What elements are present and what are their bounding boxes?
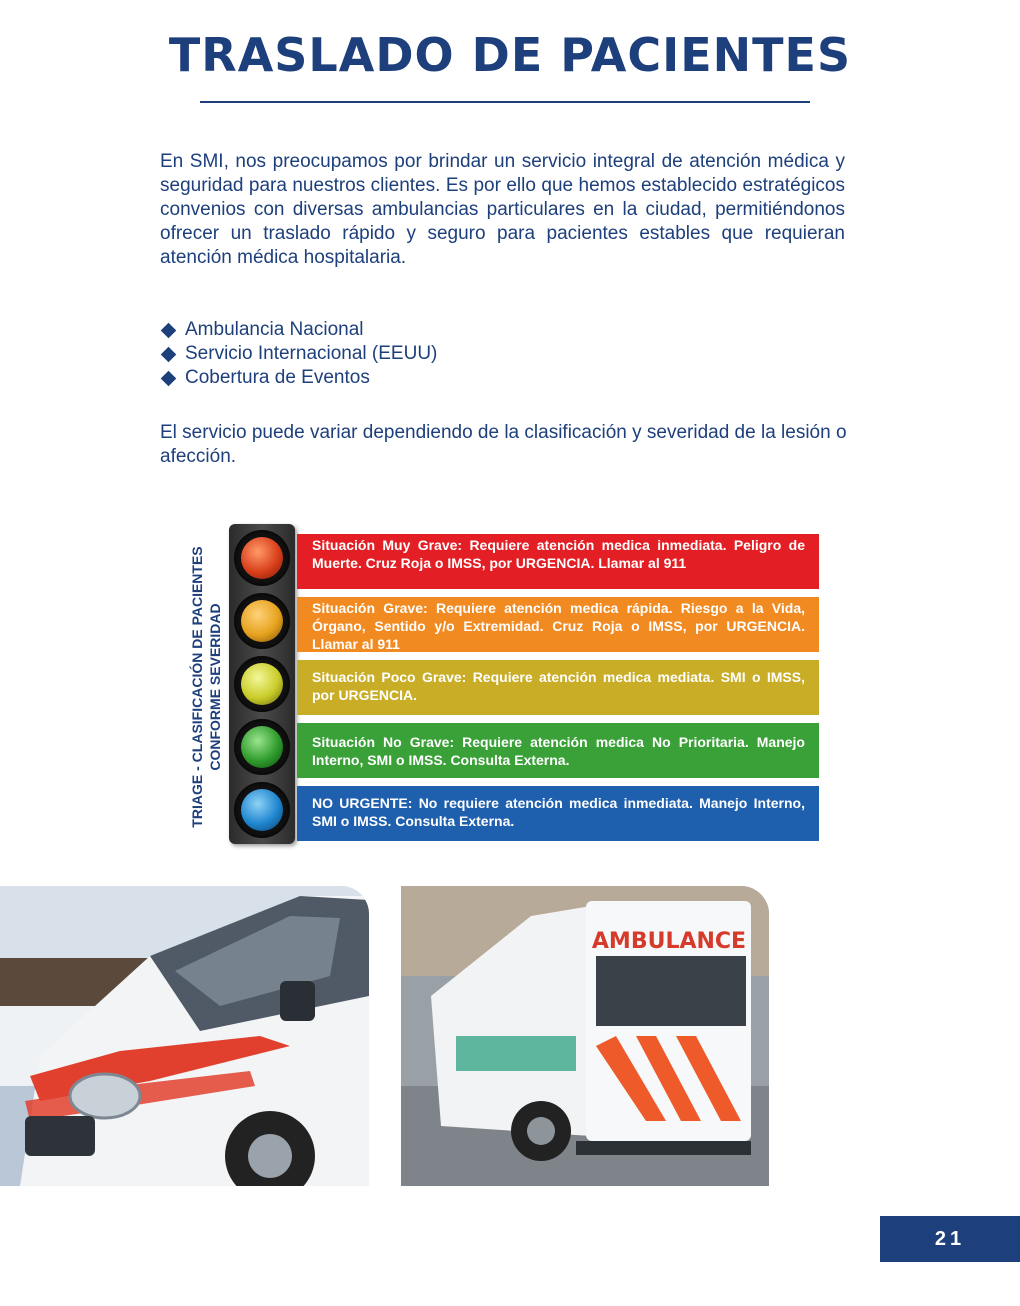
triage-level-severe: Situación Grave: Requiere atención medica rápida. Riesgo a la Vida, Órgano, Sentido y/o Extremidad. Cruz Roja o IMSS, por URGENCIA. Llamar al 911 [297, 597, 819, 652]
blue-lamp-icon [241, 789, 283, 831]
lamp-slot [234, 782, 290, 838]
triage-label-line1: TRIAGE - CLASIFICACIÓN DE PACIENTES [189, 546, 205, 828]
services-list [160, 318, 437, 390]
yellow-lamp-icon [241, 663, 283, 705]
lamp-slot [234, 719, 290, 775]
traffic-light-icon [229, 524, 295, 844]
triage-level-very-severe: Situación Muy Grave: Requiere atención medica inmediata. Peligro de Muerte. Cruz Roja o IMSS, por URGENCIA. Llamar al 911 [297, 534, 819, 589]
diamond-bullet-icon [161, 322, 177, 338]
intro-paragraph: En SMI, nos preocupamos por brindar un servicio integral de atención médica y seguridad para nuestros clientes. Es por ello que hemos establecido estratégicos convenios con diversas ambulancias particulares en la ciudad, permitiéndonos ofrecer un traslado rápido y seguro para pacientes estables que requieran atención médica hospitalaria. [160, 151, 845, 268]
ambulance-rear-photo [401, 886, 769, 1186]
page-title: TRASLADO DE PACIENTES [168, 28, 852, 82]
triage-level-less-severe: Situación Poco Grave: Requiere atención medica mediata. SMI o IMSS, por URGENCIA. [297, 660, 819, 715]
triage-level-not-severe: Situación No Grave: Requiere atención medica No Prioritaria. Manejo Interno, SMI o IMSS. Consulta Externa. [297, 723, 819, 778]
green-lamp-icon [241, 726, 283, 768]
service-note: El servicio puede variar dependiendo de la clasificación y severidad de la lesión o afección. [160, 422, 847, 467]
diamond-bullet-icon [161, 346, 177, 362]
triage-vertical-label [188, 532, 224, 842]
triage-level-non-urgent: NO URGENTE: No requiere atención medica inmediata. Manejo Interno, SMI o IMSS. Consulta Externa. [297, 786, 819, 841]
title-divider [200, 101, 810, 103]
diamond-bullet-icon [161, 370, 177, 386]
van-illustration [0, 886, 369, 1186]
service-item [160, 342, 437, 366]
red-lamp-icon [241, 537, 283, 579]
lamp-slot [234, 593, 290, 649]
ambulance-illustration [401, 886, 769, 1186]
service-label: Cobertura de Eventos [185, 367, 370, 388]
page-number: 21 [880, 1216, 1020, 1262]
ambulance-text: AMBULANCE [591, 929, 747, 954]
service-item [160, 366, 437, 390]
ambulance-van-photo [0, 886, 369, 1186]
lamp-slot [234, 530, 290, 586]
service-label: Servicio Internacional (EEUU) [185, 343, 438, 364]
lamp-slot [234, 656, 290, 712]
service-item [160, 318, 437, 342]
service-label: Ambulancia Nacional [185, 319, 364, 340]
orange-lamp-icon [241, 600, 283, 642]
triage-label-line2: CONFORME SEVERIDAD [207, 603, 223, 771]
